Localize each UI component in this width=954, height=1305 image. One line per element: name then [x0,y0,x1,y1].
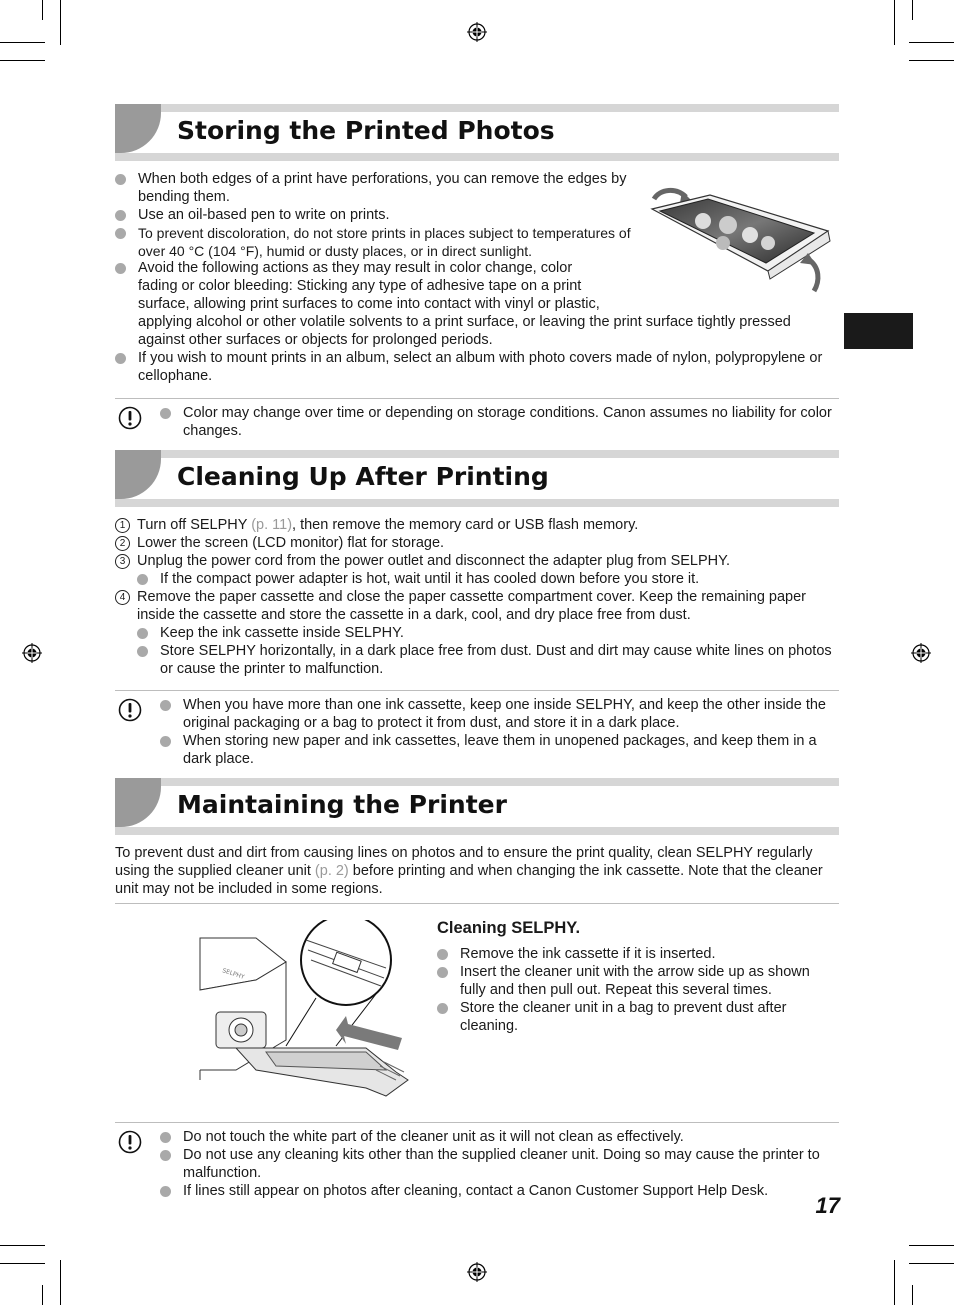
crop-mark [60,1260,61,1305]
list-item: If the compact power adapter is hot, wait until it has cooled down before you store it. [137,570,833,588]
section-title: Maintaining the Printer [177,790,507,819]
registration-mark-icon [467,1262,487,1282]
caution-box-maintaining [115,1122,839,1203]
crop-mark [60,0,61,45]
section-title: Storing the Printed Photos [177,116,555,145]
list-item: Keep the ink cassette inside SELPHY. [137,624,833,642]
registration-mark-icon [467,22,487,42]
section-title: Cleaning Up After Printing [177,462,549,491]
step-text: , then remove the memory card or USB flash memory. [292,517,639,533]
list-item: Do not use any cleaning kits other than the supplied cleaner unit. Doing so may cause the printer to malfunction. [160,1146,840,1182]
section-header-maintaining [115,778,839,835]
list-item-text: If you wish to mount prints in an album, select an album with photo covers made of nylon, polypropylene or cellophane. [138,350,823,384]
cleaning-bullet-list [437,945,832,1035]
divider [115,903,839,904]
print-edge-removal-illustration [648,183,834,295]
list-item: Color may change over time or depending on storage conditions. Canon assumes no liability for color changes. [160,404,840,440]
caution-list [160,1128,840,1200]
list-item [115,349,830,385]
step-item [115,534,833,552]
crop-mark [909,1245,954,1246]
crop-mark [909,60,954,61]
caution-icon [118,698,142,722]
crop-mark [909,42,954,43]
crop-mark [42,1285,43,1305]
chapter-tab [844,313,913,349]
section-header-cleaning-up [115,450,839,507]
page-reference-link[interactable]: (p. 11) [251,517,293,533]
printer-brand-label: SELPHY [221,967,246,981]
list-item: Store the cleaner unit in a bag to prevent dust after cleaning. [437,999,832,1035]
storing-bullet-list [115,170,640,260]
step-text: Turn off SELPHY [137,517,252,533]
caution-list [160,404,840,440]
cleaner-unit-insertion-illustration [196,920,416,1100]
step-text: Unplug the power cord from the power outlet and disconnect the adapter plug from SELPHY. [137,553,730,569]
crop-mark [894,0,895,45]
step-sub-list [137,624,833,678]
step-sub-list [137,570,833,588]
crop-mark [0,60,45,61]
step-number: 1 [115,518,130,533]
list-item: Do not touch the white part of the cleaner unit as it will not clean as effectively. [160,1128,840,1146]
crop-mark [912,0,913,20]
step-number: 2 [115,536,130,551]
crop-mark [909,1263,954,1264]
crop-mark [0,42,45,43]
list-item: Store SELPHY horizontally, in a dark place free from dust. Dust and dirt may cause white lines on photos or cause the printer to malfunction. [137,642,833,678]
crop-mark [42,0,43,20]
intro-text: before printing and when changing the ink cassette. Note that the cleaner unit may not be included in some regions. [115,863,823,897]
step-item [115,552,833,588]
crop-mark [0,1245,45,1246]
page-reference-link[interactable]: (p. 2) [314,863,349,879]
list-item: When storing new paper and ink cassettes, leave them in unopened packages, and keep them in a dark place. [160,732,840,768]
list-item: When you have more than one ink cassette, keep one inside SELPHY, and keep the other inside the original packaging or a bag to protect it from dust, and store it in a dark place. [160,696,840,732]
step-number: 3 [115,554,130,569]
page-number: 17 [815,1193,840,1218]
step-item [115,588,833,678]
list-item: To prevent discoloration, do not store prints in places subject to temperatures of over 40 °C (104 °F), humid or dusty places, or in direct sunlight. [115,224,640,260]
list-item: If lines still appear on photos after cleaning, contact a Canon Customer Support Help Desk. [160,1182,840,1200]
intro-text: To prevent dust and dirt from causing lines on photos and to ensure the print quality, clean SELPHY regularly using the supplied cleaner unit [115,845,813,879]
step-text: Remove the paper cassette and close the paper cassette compartment cover. Keep the remaining paper inside the cassette and store the cassette in a dark, cool, and dry place free from dust. [137,589,806,623]
section-header-storing [115,104,839,161]
maintaining-intro [115,844,839,898]
registration-mark-icon [911,643,931,663]
caution-list [160,696,840,768]
crop-mark [894,1260,895,1305]
caution-box-cleaning-up [115,690,839,771]
cleaning-subheading: Cleaning SELPHY. [437,919,581,937]
caution-box-storing [115,398,839,441]
caution-icon [118,1130,142,1154]
cleaning-steps-list [115,516,833,678]
crop-mark [0,1263,45,1264]
step-item [115,516,833,534]
list-item: Remove the ink cassette if it is inserted. [437,945,832,963]
step-text: Lower the screen (LCD monitor) flat for storage. [137,535,445,551]
caution-icon [118,406,142,430]
step-number: 4 [115,590,130,605]
list-item-text: Avoid the following actions as they may result in color change, color fading or color bleeding: Sticking any type of adhesive tape on a print surface, allowing print surfaces to come into contact with vinyl or plastic, applying alcohol or other volatile solvents to a print surface, or leaving the print surface tightly pressed against other surfaces or objects for prolonged periods. [138,260,791,348]
crop-mark [912,1285,913,1305]
list-item: Use an oil-based pen to write on prints. [115,206,640,224]
registration-mark-icon [22,643,42,663]
list-item: When both edges of a print have perforations, you can remove the edges by bending them. [115,170,640,206]
arrow-icon [336,1016,402,1050]
list-item: Insert the cleaner unit with the arrow side up as shown fully and then pull out. Repeat this several times. [437,963,832,999]
